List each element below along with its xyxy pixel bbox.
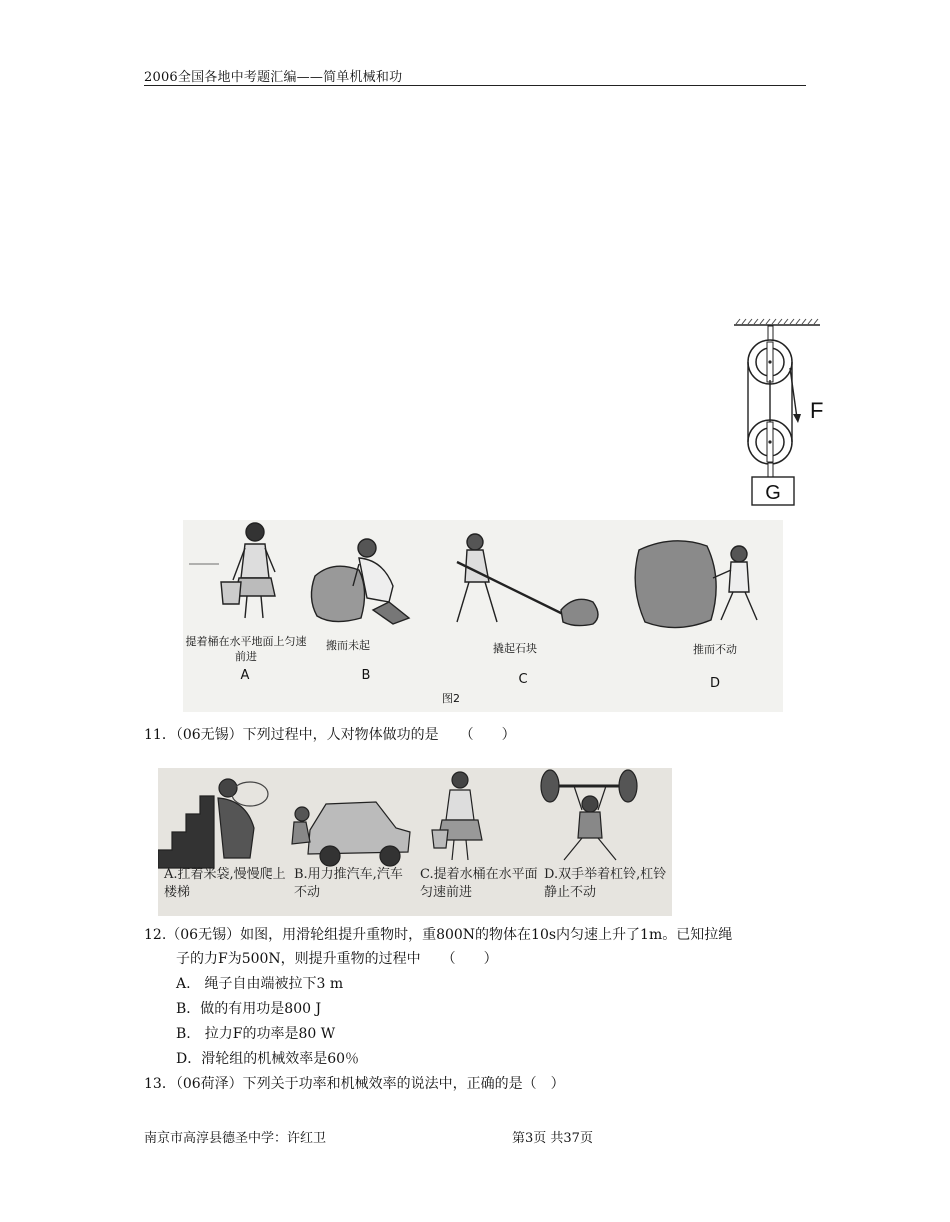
force-label: F	[810, 398, 824, 423]
panel-c-letter: C	[518, 672, 528, 687]
question-12-option-b: B．做的有用功是800 J	[176, 1001, 322, 1017]
movable-pulley	[748, 420, 792, 464]
q11-option-b-caption: B.用力推汽车,汽车不动	[294, 867, 403, 900]
ceiling-hatch	[734, 319, 820, 325]
question-12-option-d: D．滑轮组的机械效率是60％	[176, 1051, 360, 1067]
header-divider	[144, 85, 806, 86]
question-12-line-1: 12.（06无锡）如图，用滑轮组提升重物时，重800N的物体在10s内匀速上升了1m。已知拉绳	[144, 927, 733, 943]
q11-option-c-caption: C.提着水桶在水平面匀速前进	[420, 867, 538, 900]
illustration-boy-pushing-boulder	[635, 541, 757, 628]
figure-2-caption: 图2	[442, 692, 460, 705]
question-11-stem: 11．（06无锡）下列过程中，人对物体做功的是 （ ）	[144, 727, 516, 743]
force-arrow-icon	[793, 414, 801, 423]
illustration-girl-carrying-bucket	[189, 523, 275, 618]
panel-c-caption: 撬起石块	[493, 642, 537, 655]
panel-b-letter: B	[361, 668, 371, 683]
figure-2	[183, 520, 783, 712]
illustration-climbing-stairs-with-sack	[158, 779, 268, 868]
question-12-line-2: 子的力F为500N，则提升重物的过程中 （ ）	[176, 951, 498, 967]
page-header-title: 2006全国各地中考题汇编——简单机械和功	[144, 70, 403, 85]
panel-b-caption: 搬而未起	[326, 639, 370, 652]
fixed-pulley	[748, 340, 792, 384]
panel-a-caption: 提着桶在水平地面上匀速前进	[185, 635, 307, 663]
q11-option-d-caption: D.双手举着杠铃,杠铃静止不动	[544, 867, 667, 900]
illustration-holding-barbell	[541, 770, 637, 860]
question-11-figure	[158, 768, 672, 916]
weight-label: G	[765, 482, 781, 504]
illustration-man-prying-rock	[457, 534, 598, 626]
illustration-carrying-bucket	[432, 772, 482, 860]
panel-a-letter: A	[240, 668, 250, 683]
question-12-option-a: A. 绳子自由端被拉下3 m	[176, 976, 344, 992]
question-12-option-c: B. 拉力F的功率是80 W	[176, 1026, 336, 1042]
illustration-pushing-car	[292, 802, 410, 866]
question-13-stem: 13．（06荷泽）下列关于功率和机械效率的说法中，正确的是（ ）	[144, 1076, 565, 1092]
panel-d-letter: D	[709, 676, 720, 691]
footer-page-number: 第3页 共37页	[512, 1131, 593, 1146]
illustration-man-lifting-rock	[311, 539, 409, 624]
panel-d-caption: 推而不动	[693, 643, 737, 656]
q11-option-a-caption: A.扛着米袋,慢慢爬上楼梯	[164, 867, 286, 900]
pulley-system-figure	[728, 318, 838, 510]
footer-school: 南京市高淳县德圣中学：许红卫	[144, 1131, 327, 1146]
